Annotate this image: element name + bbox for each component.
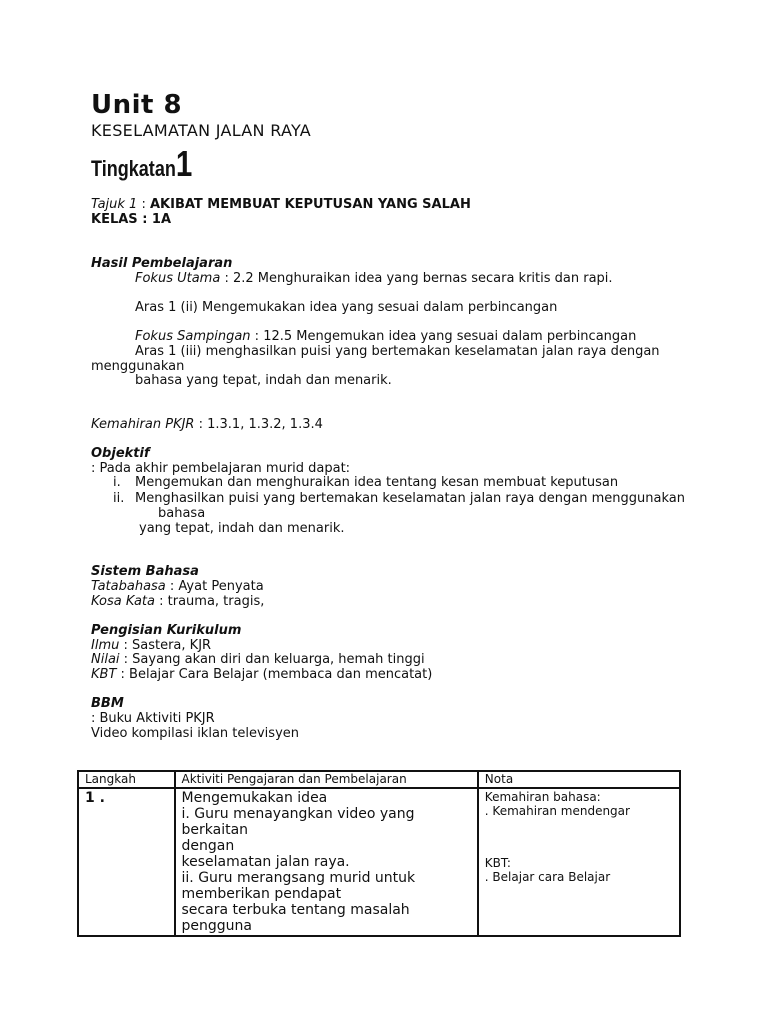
objective-marker: ii. (113, 491, 125, 506)
activity-line: ii. Guru merangsang murid untuk (181, 870, 416, 886)
notes-cell (478, 788, 680, 936)
bbm-line-2: Video kompilasi iklan televisyen (91, 726, 299, 741)
objective-marker: i. (113, 475, 121, 490)
table-header-row (78, 771, 680, 788)
main-focus-line (135, 272, 613, 286)
objective-text: yang tepat, indah dan menarik. (139, 521, 345, 536)
objective-text: bahasa (158, 506, 206, 521)
side-focus-line (135, 330, 636, 344)
unit-theme: KESELAMATAN JALAN RAYA (91, 121, 312, 140)
values-line (91, 653, 425, 667)
activity-line: Mengemukakan idea (181, 790, 328, 806)
step-cell: 1 . (78, 788, 175, 936)
vocab-label: Kosa Kata (91, 594, 155, 609)
level-side-line-2: menggunakan (91, 359, 185, 374)
lesson-table (77, 770, 681, 937)
language-system-heading: Sistem Bahasa (91, 564, 199, 579)
note-line: . Kemahiran mendengar (484, 804, 630, 818)
activity-line: i. Guru menayangkan video yang berkaitan (181, 806, 415, 838)
objective-text: Menghasilkan puisi yang bertemakan keselamatan jalan raya dengan menggunakan (135, 491, 685, 506)
form-number: 1 (175, 143, 193, 184)
learning-outcomes-heading: Hasil Pembelajaran (91, 256, 233, 271)
header-notes: Nota (478, 771, 680, 788)
table-row (78, 788, 680, 936)
form-heading (91, 143, 192, 185)
level-main-line: Aras 1 (ii) Mengemukakan idea yang sesuai dalam perbincangan (135, 300, 558, 315)
header-step: Langkah (78, 771, 175, 788)
level-side-line-3: bahasa yang tepat, indah dan menarik. (135, 373, 392, 388)
topic-line (91, 198, 471, 212)
pkjr-text: : 1.3.1, 1.3.2, 1.3.4 (194, 417, 323, 432)
activity-line: secara terbuka tentang masalah pengguna (181, 902, 410, 934)
header-activity: Aktiviti Pengajaran dan Pembelajaran (175, 771, 478, 788)
vocab-text: : trauma, tragis, (154, 594, 265, 609)
kbt-line (91, 668, 432, 682)
knowledge-line (91, 639, 211, 653)
values-text: : Sayang akan diri dan keluarga, hemah tinggi (119, 652, 425, 667)
objectives-intro: : Pada akhir pembelajaran murid dapat: (91, 461, 351, 476)
activity-line: keselamatan jalan raya. (181, 854, 350, 870)
topic-value: AKIBAT MEMBUAT KEPUTUSAN YANG SALAH (149, 197, 471, 212)
side-focus-label: Fokus Sampingan (135, 329, 251, 344)
activity-cell (175, 788, 478, 936)
kbt-label: KBT (91, 667, 117, 682)
note-line: Kemahiran bahasa: (484, 790, 601, 804)
bbm-heading: BBM (91, 696, 124, 711)
activity-line: memberikan pendapat (181, 886, 342, 902)
grammar-line (91, 580, 264, 594)
bbm-line-1: : Buku Aktiviti PKJR (91, 711, 215, 726)
level-side-line-1: Aras 1 (iii) menghasilkan puisi yang bertemakan keselamatan jalan raya dengan (135, 344, 660, 359)
topic-label: Tajuk 1 (91, 197, 138, 212)
activity-line: dengan (181, 838, 235, 854)
vocab-line (91, 595, 264, 609)
objectives-heading: Objektif (91, 446, 150, 461)
main-focus-label: Fokus Utama (135, 271, 221, 286)
class-line: KELAS : 1A (91, 212, 172, 227)
topic-sep: : (137, 197, 150, 212)
note-line: KBT: (484, 856, 511, 870)
pkjr-line (91, 418, 323, 432)
main-focus-text: : 2.2 Menghuraikan idea yang bernas secara kritis dan rapi. (220, 271, 613, 286)
knowledge-text: : Sastera, KJR (119, 638, 212, 653)
curriculum-heading: Pengisian Kurikulum (91, 623, 242, 638)
values-label: Nilai (91, 652, 120, 667)
side-focus-text: : 12.5 Mengemukan idea yang sesuai dalam perbincangan (250, 329, 637, 344)
grammar-text: : Ayat Penyata (165, 579, 264, 594)
unit-title: Unit 8 (91, 90, 183, 120)
pkjr-label: Kemahiran PKJR (91, 417, 195, 432)
note-line: . Belajar cara Belajar (484, 870, 611, 884)
notes-spacer (485, 818, 673, 856)
objective-text: Mengemukan dan menghuraikan idea tentang kesan membuat keputusan (135, 475, 619, 490)
grammar-label: Tatabahasa (91, 579, 166, 594)
form-word: Tingkatan (91, 156, 176, 181)
kbt-text: : Belajar Cara Belajar (membaca dan mencatat) (116, 667, 433, 682)
knowledge-label: Ilmu (91, 638, 120, 653)
